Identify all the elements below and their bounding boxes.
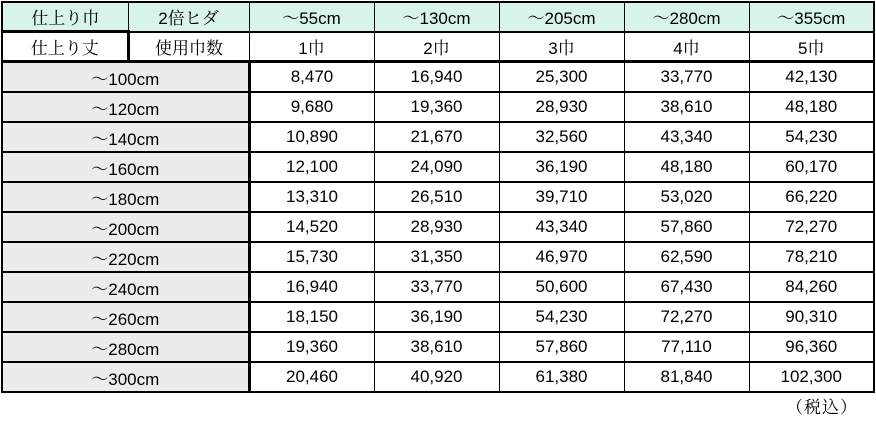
price-cell: 19,360 (374, 92, 499, 122)
price-cell: 81,840 (624, 362, 749, 392)
table-row (2, 212, 874, 242)
price-cell: 48,180 (749, 92, 874, 122)
price-cell: 72,270 (749, 212, 874, 242)
price-cell: 28,930 (499, 92, 624, 122)
price-cell: 14,520 (249, 212, 374, 242)
price-cell: 96,360 (749, 332, 874, 362)
column-header-count: 1巾 (249, 32, 374, 62)
header-row-counts (2, 32, 874, 62)
price-cell: 78,210 (749, 242, 874, 272)
price-cell: 77,110 (624, 332, 749, 362)
column-header-width: ～355cm (749, 2, 874, 32)
column-header-count: 2巾 (374, 32, 499, 62)
column-header-count: 3巾 (499, 32, 624, 62)
row-label: ～220cm (2, 242, 249, 272)
price-cell: 12,100 (249, 152, 374, 182)
row-label: ～200cm (2, 212, 249, 242)
column-header-width: ～205cm (499, 2, 624, 32)
row-label: ～120cm (2, 92, 249, 122)
price-cell: 39,710 (499, 182, 624, 212)
table-row (2, 122, 874, 152)
price-cell: 38,610 (624, 92, 749, 122)
price-cell: 40,920 (374, 362, 499, 392)
price-cell: 20,460 (249, 362, 374, 392)
price-cell: 53,020 (624, 182, 749, 212)
price-cell: 25,300 (499, 62, 624, 93)
corner-finished-width-label: 仕上り巾 (2, 2, 128, 32)
price-cell: 16,940 (249, 272, 374, 302)
row-label: ～300cm (2, 362, 249, 392)
column-header-width: ～130cm (374, 2, 499, 32)
price-cell: 18,150 (249, 302, 374, 332)
price-cell: 54,230 (499, 302, 624, 332)
price-cell: 43,340 (624, 122, 749, 152)
price-cell: 46,970 (499, 242, 624, 272)
price-cell: 36,190 (374, 302, 499, 332)
price-cell: 33,770 (374, 272, 499, 302)
pleat-type-label: 2倍ヒダ (128, 2, 249, 32)
column-header-count: 5巾 (749, 32, 874, 62)
price-cell: 62,590 (624, 242, 749, 272)
table-row (2, 332, 874, 362)
table-row (2, 272, 874, 302)
row-label: ～240cm (2, 272, 249, 302)
tax-included-note: （税込） (786, 398, 858, 417)
price-cell: 84,260 (749, 272, 874, 302)
price-cell: 13,310 (249, 182, 374, 212)
table-row (2, 152, 874, 182)
price-cell: 57,860 (624, 212, 749, 242)
row-label: ～160cm (2, 152, 249, 182)
price-cell: 48,180 (624, 152, 749, 182)
price-cell: 60,170 (749, 152, 874, 182)
price-cell: 36,190 (499, 152, 624, 182)
column-header-width: ～55cm (249, 2, 374, 32)
price-cell: 16,940 (374, 62, 499, 93)
price-cell: 31,350 (374, 242, 499, 272)
price-cell: 67,430 (624, 272, 749, 302)
price-cell: 66,220 (749, 182, 874, 212)
row-label: ～260cm (2, 302, 249, 332)
price-cell: 32,560 (499, 122, 624, 152)
price-cell: 42,130 (749, 62, 874, 93)
price-table (1, 1, 875, 393)
price-cell: 28,930 (374, 212, 499, 242)
price-cell: 33,770 (624, 62, 749, 93)
price-cell: 50,600 (499, 272, 624, 302)
price-cell: 54,230 (749, 122, 874, 152)
price-cell: 21,670 (374, 122, 499, 152)
price-cell: 26,510 (374, 182, 499, 212)
price-cell: 15,730 (249, 242, 374, 272)
price-cell: 9,680 (249, 92, 374, 122)
price-cell: 8,470 (249, 62, 374, 93)
price-cell: 102,300 (749, 362, 874, 392)
used-width-count-label: 使用巾数 (128, 32, 249, 62)
price-cell: 72,270 (624, 302, 749, 332)
price-cell: 24,090 (374, 152, 499, 182)
table-row (2, 302, 874, 332)
table-row (2, 92, 874, 122)
price-cell: 90,310 (749, 302, 874, 332)
price-cell: 57,860 (499, 332, 624, 362)
table-row (2, 242, 874, 272)
price-cell: 38,610 (374, 332, 499, 362)
corner-finished-height-label: 仕上り丈 (2, 32, 128, 62)
table-row (2, 62, 874, 93)
price-cell: 10,890 (249, 122, 374, 152)
row-label: ～180cm (2, 182, 249, 212)
price-cell: 19,360 (249, 332, 374, 362)
column-header-width: ～280cm (624, 2, 749, 32)
row-label: ～140cm (2, 122, 249, 152)
header-row-widths (2, 2, 874, 32)
row-label: ～280cm (2, 332, 249, 362)
price-cell: 61,380 (499, 362, 624, 392)
row-label: ～100cm (2, 62, 249, 93)
table-row (2, 362, 874, 392)
column-header-count: 4巾 (624, 32, 749, 62)
table-row (2, 182, 874, 212)
price-cell: 43,340 (499, 212, 624, 242)
